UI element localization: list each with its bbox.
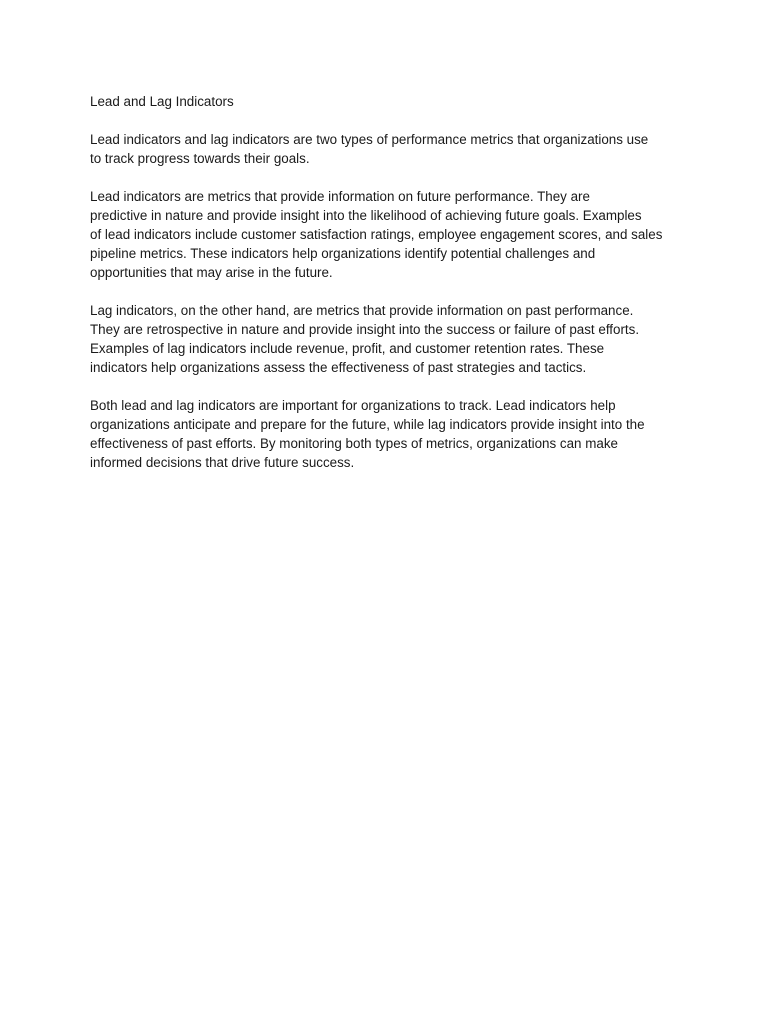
paragraph-conclusion: Both lead and lag indicators are important for organizations to track. Lead indicators help organizations anticipate and prepare for the future, while lag indicators provide insight into the effectiveness of past efforts. By monitoring both types of metrics, organizations can make informed decisions that drive future success. xyxy=(90,398,645,470)
paragraph-lead-indicators: Lead indicators are metrics that provide information on future performance. They are predictive in nature and provide insight into the likelihood of achieving future goals. Examples of lead indicators include customer satisfaction ratings, employee engagement scores, and sales pipeline metrics. These indicators help organizations identify potential challenges and opportunities that may arise in the future. xyxy=(90,189,663,280)
paragraph-lag-indicators: Lag indicators, on the other hand, are metrics that provide information on past performance. They are retrospective in nature and provide insight into the success or failure of past efforts. Examples of lag indicators include revenue, profit, and customer retention rates. These indicators help organizations assess the effectiveness of past strategies and tactics. xyxy=(90,303,640,375)
paragraph-intro: Lead indicators and lag indicators are two types of performance metrics that organizations use to track progress towards their goals. xyxy=(90,132,649,166)
document-body xyxy=(90,92,690,491)
document-title: Lead and Lag Indicators xyxy=(90,94,234,109)
